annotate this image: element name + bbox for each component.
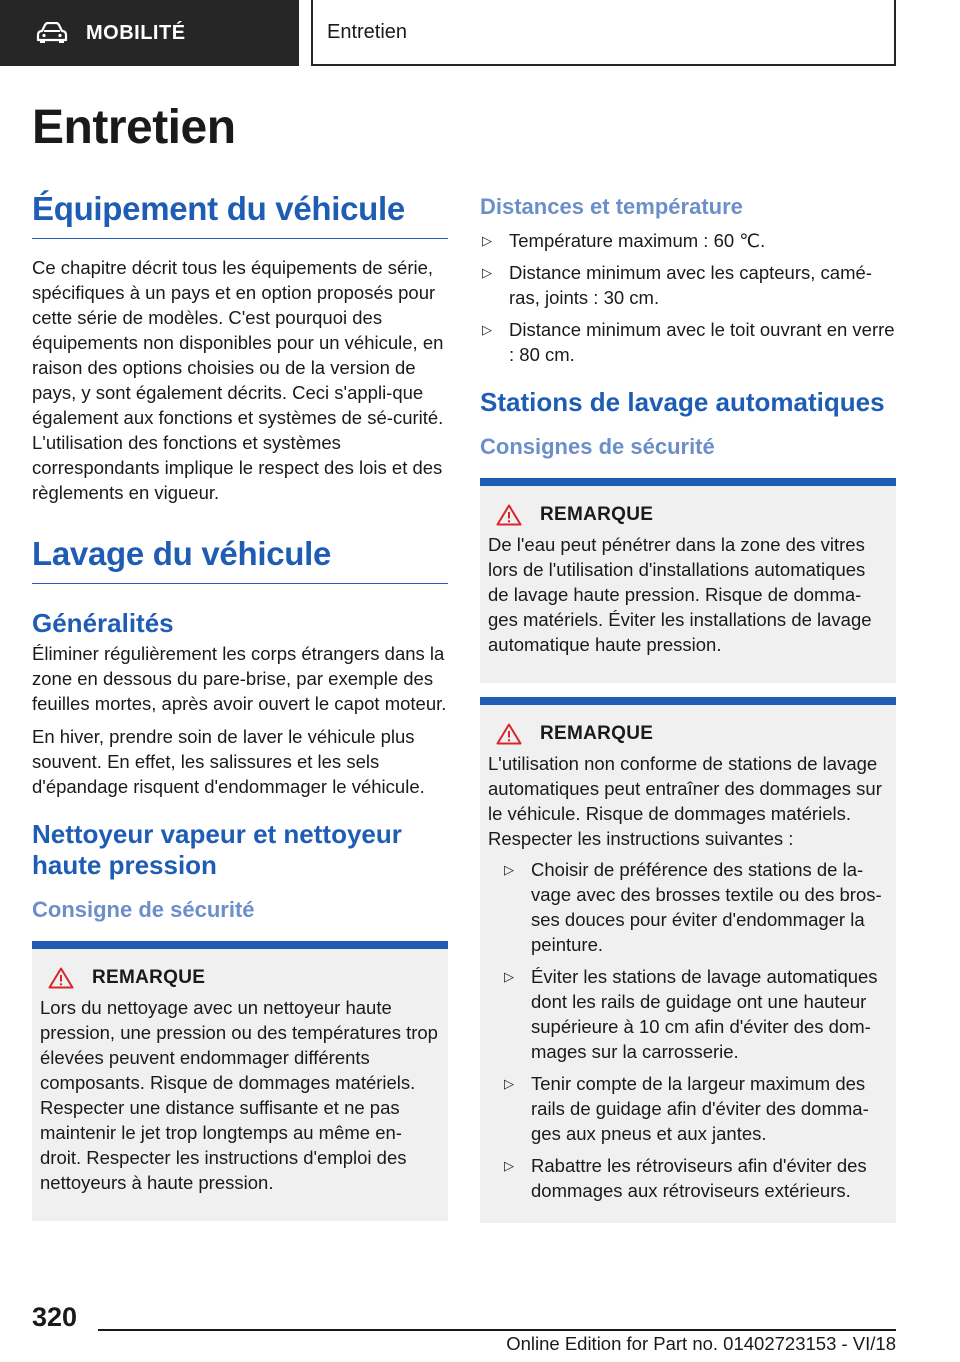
paragraph-general-2: En hiver, prendre soin de laver le véhicule plus souvent. En effet, les salissures et les sels d'épandage risquent d'endommager le véhicule. <box>32 726 425 797</box>
page-footer <box>0 1296 960 1362</box>
note-text: De l'eau peut pénétrer dans la zone des vitres lors de l'utilisation d'installations automatiques de lavage haute pression. Risque de domma-ges matériels. Éviter les installations de lavage automatique haute pression. <box>488 534 872 655</box>
list-item: ▷ Rabattre les rétroviseurs afin d'éviter des dommages aux rétroviseurs extérieurs. <box>504 1155 867 1201</box>
list-item: ▷ Température maximum : 60 ℃. <box>482 230 766 251</box>
list-item: ▷ Éviter les stations de lavage automatiques dont les rails de guidage ont une hauteur supérieure à 10 cm afin d'éviter des dom-mages sur la carrosserie. <box>504 966 878 1062</box>
edition-text: Online Edition for Part no. 01402723153 - VI/18 <box>506 1333 896 1354</box>
warning-icon <box>48 967 74 989</box>
list-item: ▷ Choisir de préférence des stations de la-vage avec des brosses textile ou des bros-ses douces pour éviter d'endommager la peinture. <box>504 859 882 955</box>
note-instructions-list <box>502 857 888 1203</box>
page-header <box>0 0 960 66</box>
heading-distances: Distances et température <box>480 194 743 219</box>
note-header <box>48 967 440 989</box>
triangle-bullet-icon: ▷ <box>504 969 514 984</box>
page-number: 320 <box>32 1302 78 1332</box>
paragraph-general-1: Éliminer régulièrement les corps étrangers dans la zone en dessous du pare-brise, par exemple des feuilles mortes, après avoir ouvert le capot moteur. <box>32 643 447 714</box>
chapter-tab-label: Entretien <box>327 20 408 43</box>
heading-safety-notes: Consignes de sécurité <box>480 434 715 459</box>
note-box-high-pressure <box>480 478 896 683</box>
heading-vehicle-wash: Lavage du véhicule <box>32 535 448 584</box>
section-tab-label: MOBILITÉ <box>86 21 186 44</box>
triangle-bullet-icon: ▷ <box>504 1158 514 1173</box>
note-header <box>496 723 888 745</box>
heading-equipment: Équipement du véhicule <box>32 190 448 239</box>
footer-divider <box>98 1329 896 1331</box>
section-tab-mobilite[interactable] <box>0 0 299 66</box>
triangle-bullet-icon: ▷ <box>482 233 492 248</box>
note-header <box>496 504 888 526</box>
chapter-tab-entretien[interactable] <box>311 0 896 66</box>
left-column <box>32 190 448 1221</box>
triangle-bullet-icon: ▷ <box>504 862 514 877</box>
heading-steam-cleaner: Nettoyeur vapeur et nettoyeur haute pression <box>32 819 402 880</box>
warning-icon <box>496 504 522 526</box>
list-item: ▷ Tenir compte de la largeur maximum des rails de guidage afin d'éviter des domma-ges aux pneus et aux jantes. <box>504 1073 869 1144</box>
heading-car-wash-stations: Stations de lavage automatiques <box>480 387 885 417</box>
list-item: ▷ Distance minimum avec le toit ouvrant en verre : 80 cm. <box>482 319 895 365</box>
note-title: REMARQUE <box>92 967 206 988</box>
triangle-bullet-icon: ▷ <box>482 265 492 280</box>
note-box-steam <box>32 941 448 1221</box>
page-title: Entretien <box>32 101 236 154</box>
note-text: L'utilisation non conforme de stations de lavage automatiques peut entraîner des dommages sur le véhicule. Risque de dommages matériels. Respecter les instructions suivantes : <box>488 753 882 849</box>
car-icon <box>36 22 68 44</box>
heading-safety-note: Consigne de sécurité <box>32 897 255 922</box>
triangle-bullet-icon: ▷ <box>482 322 492 337</box>
right-column <box>480 194 896 1223</box>
note-box-automatic-wash <box>480 697 896 1223</box>
heading-general: Généralités <box>32 608 174 638</box>
note-title: REMARQUE <box>540 504 654 525</box>
list-item: ▷ Distance minimum avec les capteurs, camé-ras, joints : 30 cm. <box>482 262 872 308</box>
note-text: Lors du nettoyage avec un nettoyeur haute pression, une pression ou des températures trop élevées peuvent endommager différents composants. Risque de dommages matériels. Respecter une distance suffisante et ne pas maintenir le jet trop longtemps au même en-droit. Respecter les instructions d'emploi des nettoyeurs à haute pression. <box>40 997 438 1193</box>
warning-icon <box>496 723 522 745</box>
triangle-bullet-icon: ▷ <box>504 1076 514 1091</box>
distances-list <box>480 228 896 367</box>
paragraph-equipment: Ce chapitre décrit tous les équipements de série, spécifiques à un pays et en option proposés pour cette série de modèles. C'est pourquoi des équipements non disponibles pour un véhicule, en raison des options choisies ou de la version de pays, y sont également décrits. Ceci s'appli-que également aux fonctions et systèmes de sé-curité. L'utilisation des fonctions et systèmes correspondants implique le respect des lois et des règlements en vigueur. <box>32 257 444 503</box>
note-title: REMARQUE <box>540 723 654 744</box>
